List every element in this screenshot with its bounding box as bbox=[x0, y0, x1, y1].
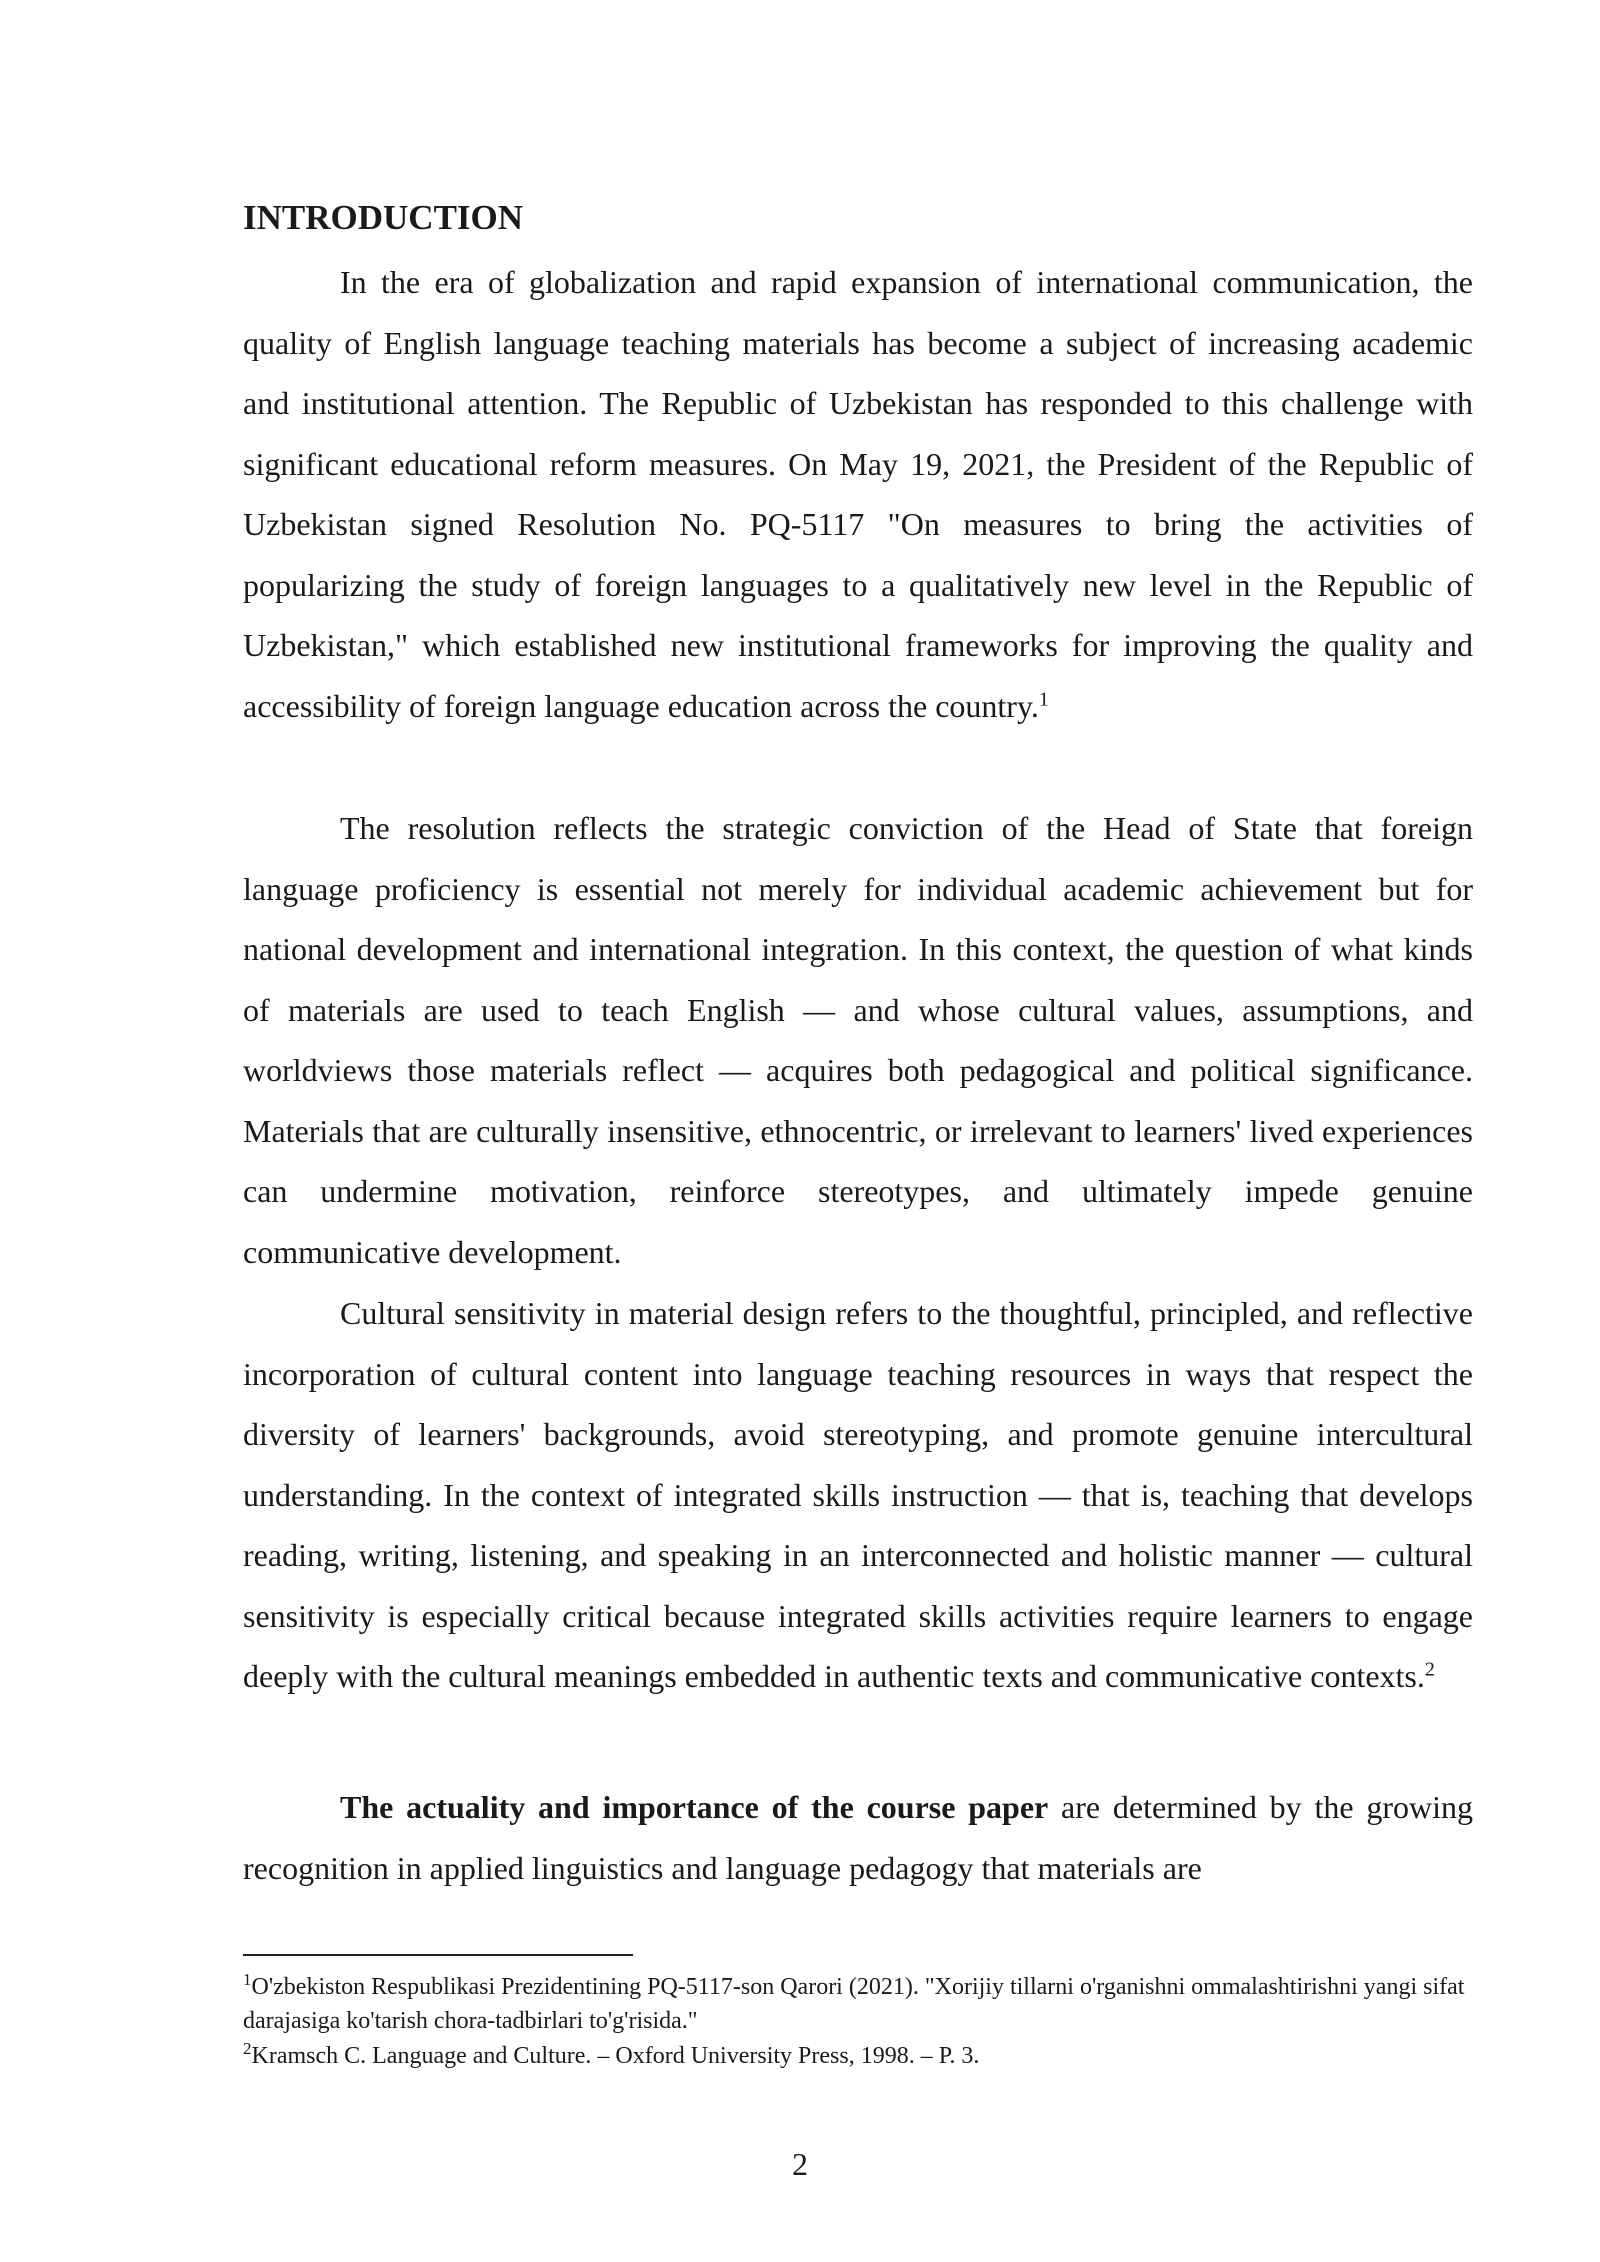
footnote-separator bbox=[243, 1954, 633, 1956]
footnote-number: 2 bbox=[243, 2039, 252, 2058]
footnote-2 bbox=[243, 2039, 1473, 2073]
paragraph-text: In the era of globalization and rapid expansion of international communication, the quality of English language teaching materials has become a subject of increasing academic and institutional attention. The Republic of Uzbekistan has responded to this challenge with significant educational reform measures. On May 19, 2021, the President of the Republic of Uzbekistan signed Resolution No. PQ-5117 "On measures to bring the activities of popularizing the study of foreign languages to a qualitatively new level in the Republic of Uzbekistan," which established new institutional frameworks for improving the quality and accessibility of foreign language education across the country. bbox=[243, 264, 1473, 724]
footnote-number: 1 bbox=[243, 1970, 252, 1989]
paragraph-text: The resolution reflects the strategic conviction of the Head of State that foreign language proficiency is essential not merely for individual academic achievement but for national development and international integration. In this context, the question of what kinds of materials are used to teach English — and whose cultural values, assumptions, and worldviews those materials reflect — acquires both pedagogical and political significance. Materials that are culturally insensitive, ethnocentric, or irrelevant to learners' lived experiences can undermine motivation, reinforce stereotypes, and ultimately impede genuine communicative development. bbox=[243, 810, 1473, 1270]
paragraph-resolution bbox=[243, 798, 1473, 1282]
paragraph-bold-lead: The actuality and importance of the course paper bbox=[340, 1789, 1049, 1825]
footnote-reference-1[interactable]: 1 bbox=[1038, 687, 1049, 710]
footnote-text: Kramsch C. Language and Culture. – Oxford University Press, 1998. – P. 3. bbox=[251, 2043, 980, 2069]
paragraph-text: Cultural sensitivity in material design refers to the thoughtful, principled, and reflective incorporation of cultural content into language teaching resources in ways that respect the diversity of learners' backgrounds, avoid stereotyping, and promote genuine intercultural understanding. In the context of integrated skills instruction — that is, teaching that develops reading, writing, listening, and speaking in an interconnected and holistic manner — cultural sensitivity is especially critical because integrated skills activities require learners to engage deeply with the cultural meanings embedded in authentic texts and communicative contexts. bbox=[243, 1295, 1473, 1694]
paragraph-actuality bbox=[243, 1777, 1473, 1898]
paragraph-cultural-sensitivity bbox=[243, 1283, 1473, 1707]
footnote-text: O'zbekiston Respublikasi Prezidentining PQ-5117-son Qarori (2021). "Xorijiy tillarni o'rganishni ommalashtirishni yangi sifat darajasiga ko'tarish chora-tadbirlari to'g'risida." bbox=[243, 1974, 1465, 2034]
paragraph-text: are determined by the growing recognition in applied linguistics and language pedagogy that materials are bbox=[243, 1789, 1474, 1886]
section-heading: INTRODUCTION bbox=[243, 198, 524, 237]
footnote-reference-2[interactable]: 2 bbox=[1424, 1658, 1435, 1681]
paragraph-globalization bbox=[243, 252, 1473, 736]
page-number: 2 bbox=[792, 2146, 808, 2182]
footnote-1 bbox=[243, 1970, 1473, 2038]
